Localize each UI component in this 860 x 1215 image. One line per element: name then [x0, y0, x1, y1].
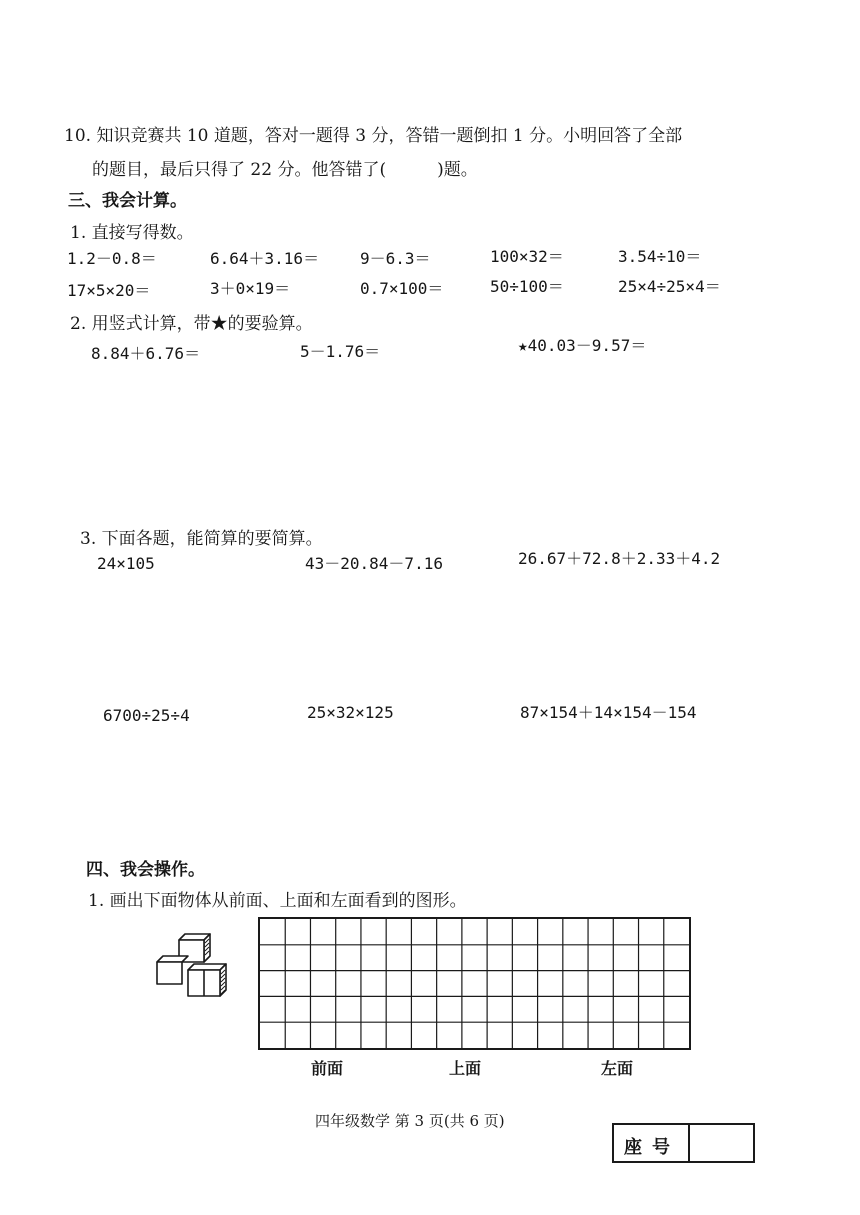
vertical-calc-item-starred: ★40.03－9.57＝ — [518, 336, 647, 355]
simplify-item: 24×105 — [97, 554, 155, 573]
oral-calc-item: 0.7×100＝ — [360, 279, 444, 298]
oral-calc-item: 1.2－0.8＝ — [67, 249, 157, 268]
simplify-item: 87×154＋14×154－154 — [520, 703, 697, 722]
part2-title: 2. 用竖式计算，带★的要验算。 — [70, 314, 313, 334]
oral-calc-item: 50÷100＝ — [490, 277, 564, 296]
simplify-item: 6700÷25÷4 — [103, 706, 190, 725]
oral-calc-item: 6.64＋3.16＝ — [210, 249, 320, 268]
simplify-item: 43－20.84－7.16 — [305, 554, 443, 573]
drawing-grid[interactable] — [258, 917, 691, 1050]
view-label-left: 左面 — [601, 1059, 634, 1078]
oral-calc-item: 100×32＝ — [490, 247, 564, 266]
vertical-calc-item: 8.84＋6.76＝ — [91, 344, 201, 363]
seat-number-field[interactable] — [692, 1127, 752, 1159]
oral-calc-item: 9－6.3＝ — [360, 249, 431, 268]
q10-line1: 10. 知识竞赛共 10 道题，答对一题得 3 分，答错一题倒扣 1 分。小明回答了全部 — [64, 126, 683, 146]
section3-heading: 三、我会计算。 — [68, 191, 187, 211]
grid-lines — [260, 919, 689, 1048]
oral-calc-item: 17×5×20＝ — [67, 281, 151, 300]
page-number: 四年级数学 第 3 页(共 6 页) — [315, 1112, 505, 1130]
cube-stack-figure — [152, 930, 232, 1000]
view-label-front: 前面 — [311, 1059, 344, 1078]
q10-line2: 的题目，最后只得了 22 分。他答错了( )题。 — [92, 160, 478, 180]
oral-calc-item: 25×4÷25×4＝ — [618, 277, 721, 296]
seat-label: 座号 — [624, 1137, 680, 1158]
part3-title: 3. 下面各题，能简算的要简算。 — [80, 529, 323, 549]
seat-number-box — [612, 1123, 755, 1163]
section4-part1-title: 1. 画出下面物体从前面、上面和左面看到的图形。 — [88, 891, 467, 911]
part1-title: 1. 直接写得数。 — [70, 223, 194, 243]
simplify-item: 26.67＋72.8＋2.33＋4.2 — [518, 549, 721, 568]
section4-heading: 四、我会操作。 — [86, 860, 205, 880]
oral-calc-item: 3＋0×19＝ — [210, 279, 291, 298]
simplify-item: 25×32×125 — [307, 703, 394, 722]
view-label-top: 上面 — [449, 1059, 482, 1078]
oral-calc-item: 3.54÷10＝ — [618, 247, 702, 266]
vertical-calc-item: 5－1.76＝ — [300, 342, 381, 361]
seat-divider — [688, 1125, 690, 1161]
